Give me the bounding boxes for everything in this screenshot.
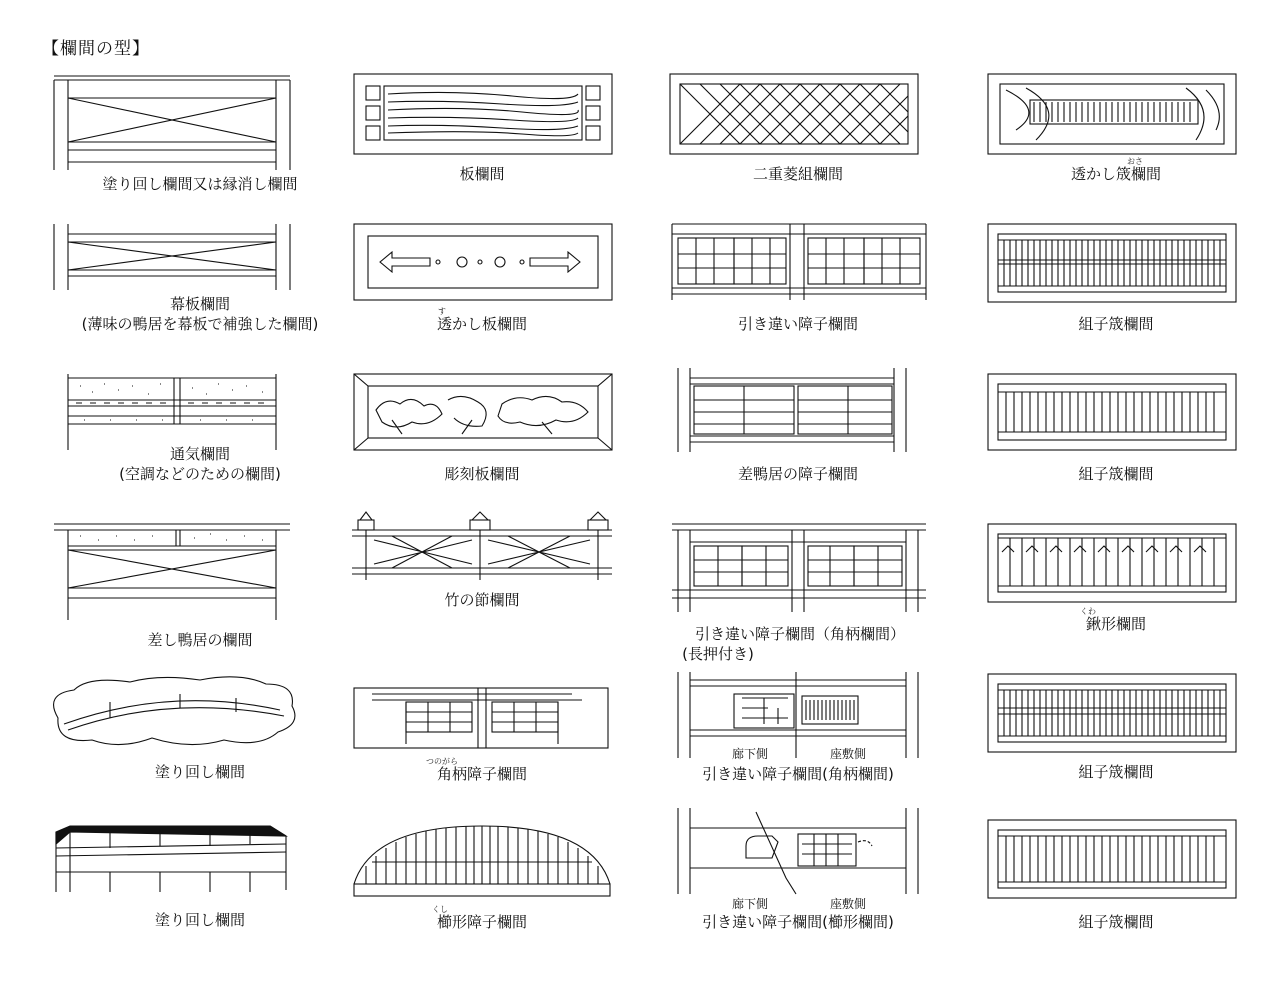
caption-line1: 幕板欄間 — [169, 295, 230, 313]
diagram-hikichigai-shoji-kushigata — [668, 808, 988, 968]
caption: 組子筬欄間 — [1078, 315, 1154, 333]
ruby-osa: おさ — [1127, 157, 1143, 166]
diagram-hikichigai-shoji-tsunogara-nageshi — [668, 520, 988, 680]
caption: 引き違い障子欄間(櫛形欄間) — [702, 913, 894, 931]
diagram-nijuu-hishigumi — [668, 70, 988, 230]
ruby-su: す — [438, 307, 446, 316]
caption: 塗り回し欄間又は縁消し欄間 — [102, 175, 298, 193]
caption: 引き違い障子欄間 — [737, 315, 858, 333]
label-corridor-side: 廊下側 — [731, 747, 768, 761]
page-title: 【欄間の型】 — [42, 39, 150, 59]
diagram-sukashi-ita — [352, 220, 672, 380]
caption: 透かし筬欄間 — [1070, 165, 1161, 183]
ruby-tsunogara: つのがら — [426, 757, 458, 766]
label-corridor-side: 廊下側 — [731, 897, 768, 911]
caption: 竹の節欄間 — [444, 591, 520, 609]
caption: 組子筬欄間 — [1078, 763, 1154, 781]
caption: 鍬形欄間 — [1085, 615, 1146, 633]
caption: 差鴨居の障子欄間 — [737, 465, 858, 483]
diagram-nurimawashi-2 — [40, 822, 360, 982]
diagram-kumiko-osa-2 — [986, 370, 1280, 530]
caption-line2: (長押付き) — [682, 645, 754, 663]
caption-line2: (空調などのための欄間) — [119, 465, 281, 483]
diagram-sashikamoi — [40, 520, 360, 680]
diagram-kumiko-osa-1 — [986, 220, 1280, 380]
caption-line2: (薄味の鴨居を幕板で補強した欄間) — [81, 315, 319, 333]
caption: 組子筬欄間 — [1078, 913, 1154, 931]
diagram-kuwagata — [986, 520, 1280, 680]
label-zashiki-side: 座敷側 — [829, 897, 866, 911]
label-zashiki-side: 座敷側 — [829, 747, 866, 761]
caption: 塗り回し欄間 — [154, 763, 245, 781]
caption: 彫刻板欄間 — [444, 465, 520, 483]
caption: 二重菱組欄間 — [752, 165, 843, 183]
caption: 透かし板欄間 — [436, 315, 527, 333]
caption: 引き違い障子欄間(角柄欄間) — [702, 765, 894, 783]
diagram-chokoku-ita — [352, 370, 672, 530]
caption: 櫛形障子欄間 — [436, 913, 527, 931]
diagram-tsuuki — [40, 370, 360, 530]
caption-line1: 通気欄間 — [169, 445, 230, 463]
ruby-kushi: くし — [432, 905, 448, 914]
caption: 板欄間 — [459, 165, 505, 183]
ruby-kuwa: くわ — [1080, 607, 1096, 616]
diagram-nurimawashi-cloud — [40, 672, 360, 832]
diagram-sukashi-osa — [986, 70, 1280, 230]
diagram-ita-ranma — [352, 70, 672, 230]
diagram-makuita — [40, 220, 360, 380]
diagram-hikichigai-shoji — [668, 220, 988, 380]
diagram-kumiko-osa-3 — [986, 672, 1280, 832]
caption: 組子筬欄間 — [1078, 465, 1154, 483]
caption: 角柄障子欄間 — [436, 765, 527, 783]
diagram-sashikamoi-shoji — [668, 370, 988, 530]
diagram-nurimawashi-or-fuchikeshi — [40, 70, 360, 230]
caption-line1: 引き違い障子欄間（角柄欄間） — [694, 625, 905, 643]
caption: 差し鴨居の欄間 — [147, 631, 253, 649]
caption: 塗り回し欄間 — [154, 911, 245, 929]
diagram-kumiko-osa-4 — [986, 818, 1280, 978]
